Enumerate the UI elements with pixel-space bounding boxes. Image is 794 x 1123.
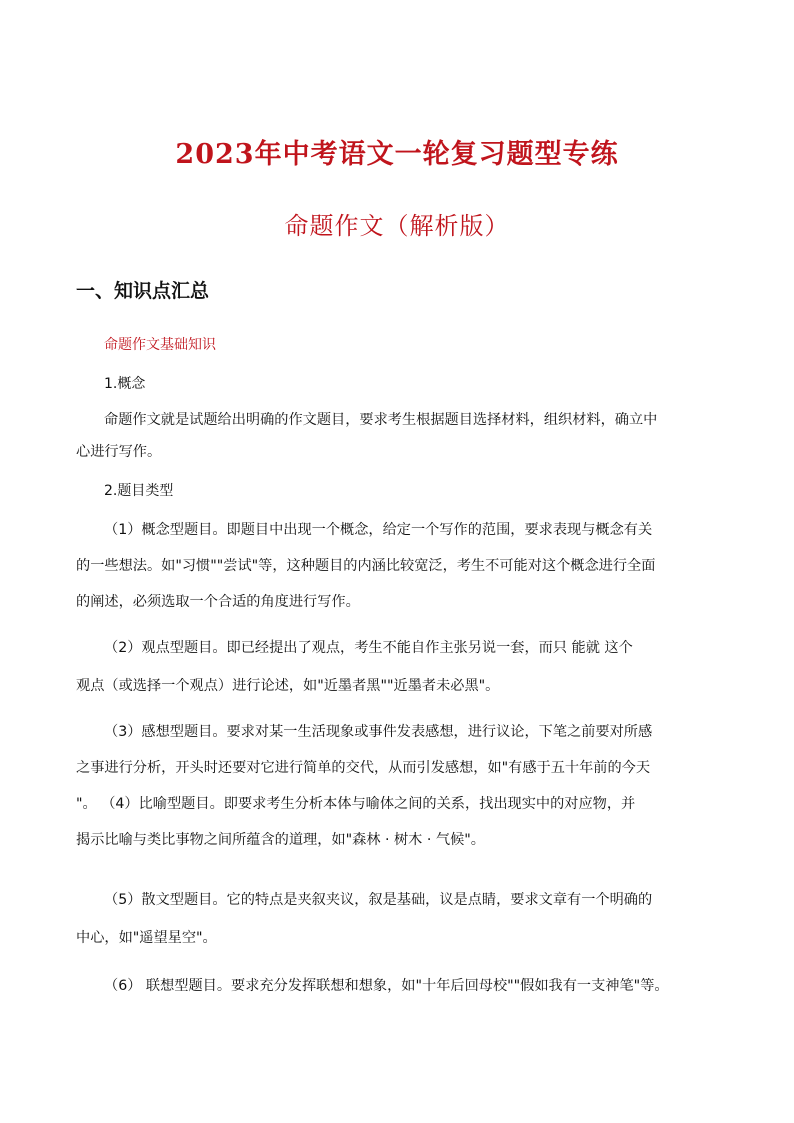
paragraph-line: 命题作文就是试题给出明确的作文题目，要求考生根据题目选择材料，组织材料，确立中	[104, 412, 658, 428]
item-label-types: 2.题目类型	[104, 483, 174, 499]
paragraph-type-5	[76, 884, 726, 954]
paragraph-line: "。 （4）比喻型题目。即要求考生分析本体与喻体之间的关系，找出现实中的对应物，并	[76, 796, 636, 812]
item-label-concept: 1.概念	[104, 376, 146, 392]
paragraph-line: （1）概念型题目。即题目中出现一个概念，给定一个写作的范围，要求表现与概念有关	[104, 522, 653, 538]
paragraph-line: （2）观点型题目。即已经提出了观点，考生不能自作主张另说一套，而只 能就 这个	[104, 640, 633, 656]
paragraph-line: （6） 联想型题目。要求充分发挥联想和想象，如"十年后回母校""假如我有一支神笔"等。	[104, 978, 669, 994]
paragraph-line: 心进行写作。	[76, 444, 162, 460]
paragraph-concept	[76, 404, 726, 468]
document-title: 2023年中考语文一轮复习题型专练	[175, 139, 619, 170]
document-subtitle: 命题作文（解析版）	[284, 212, 510, 240]
paragraph-type-1	[76, 514, 726, 618]
section-heading: 一、知识点汇总	[76, 280, 210, 302]
paragraph-line: 中心，如"遥望星空"。	[76, 930, 217, 946]
paragraph-type-3-4	[76, 716, 726, 856]
paragraph-line: 揭示比喻与类比事物之间所蕴含的道理，如"森林 · 树木 · 气候"。	[76, 832, 485, 848]
paragraph-line: 之事进行分析，开头时还要对它进行简单的交代，从而引发感想，如"有感于五十年前的今天	[76, 760, 651, 776]
sub-heading: 命题作文基础知识	[104, 337, 216, 353]
paragraph-line: 的阐述，必须选取一个合适的角度进行写作。	[76, 594, 360, 610]
paragraph-line: （3）感想型题目。要求对某一生活现象或事件发表感想，进行议论，下笔之前要对所感	[104, 724, 653, 740]
paragraph-type-6	[76, 970, 726, 1002]
paragraph-type-2	[76, 632, 726, 702]
paragraph-line: （5）散文型题目。它的特点是夹叙夹议，叙是基础，议是点睛，要求文章有一个明确的	[104, 892, 653, 908]
paragraph-line: 观点（或选择一个观点）进行论述，如"近墨者黑""近墨者未必黑"。	[76, 678, 500, 694]
paragraph-line: 的一些想法。如"习惯""尝试"等，这种题目的内涵比较宽泛，考生不可能对这个概念进行全面	[76, 558, 656, 574]
